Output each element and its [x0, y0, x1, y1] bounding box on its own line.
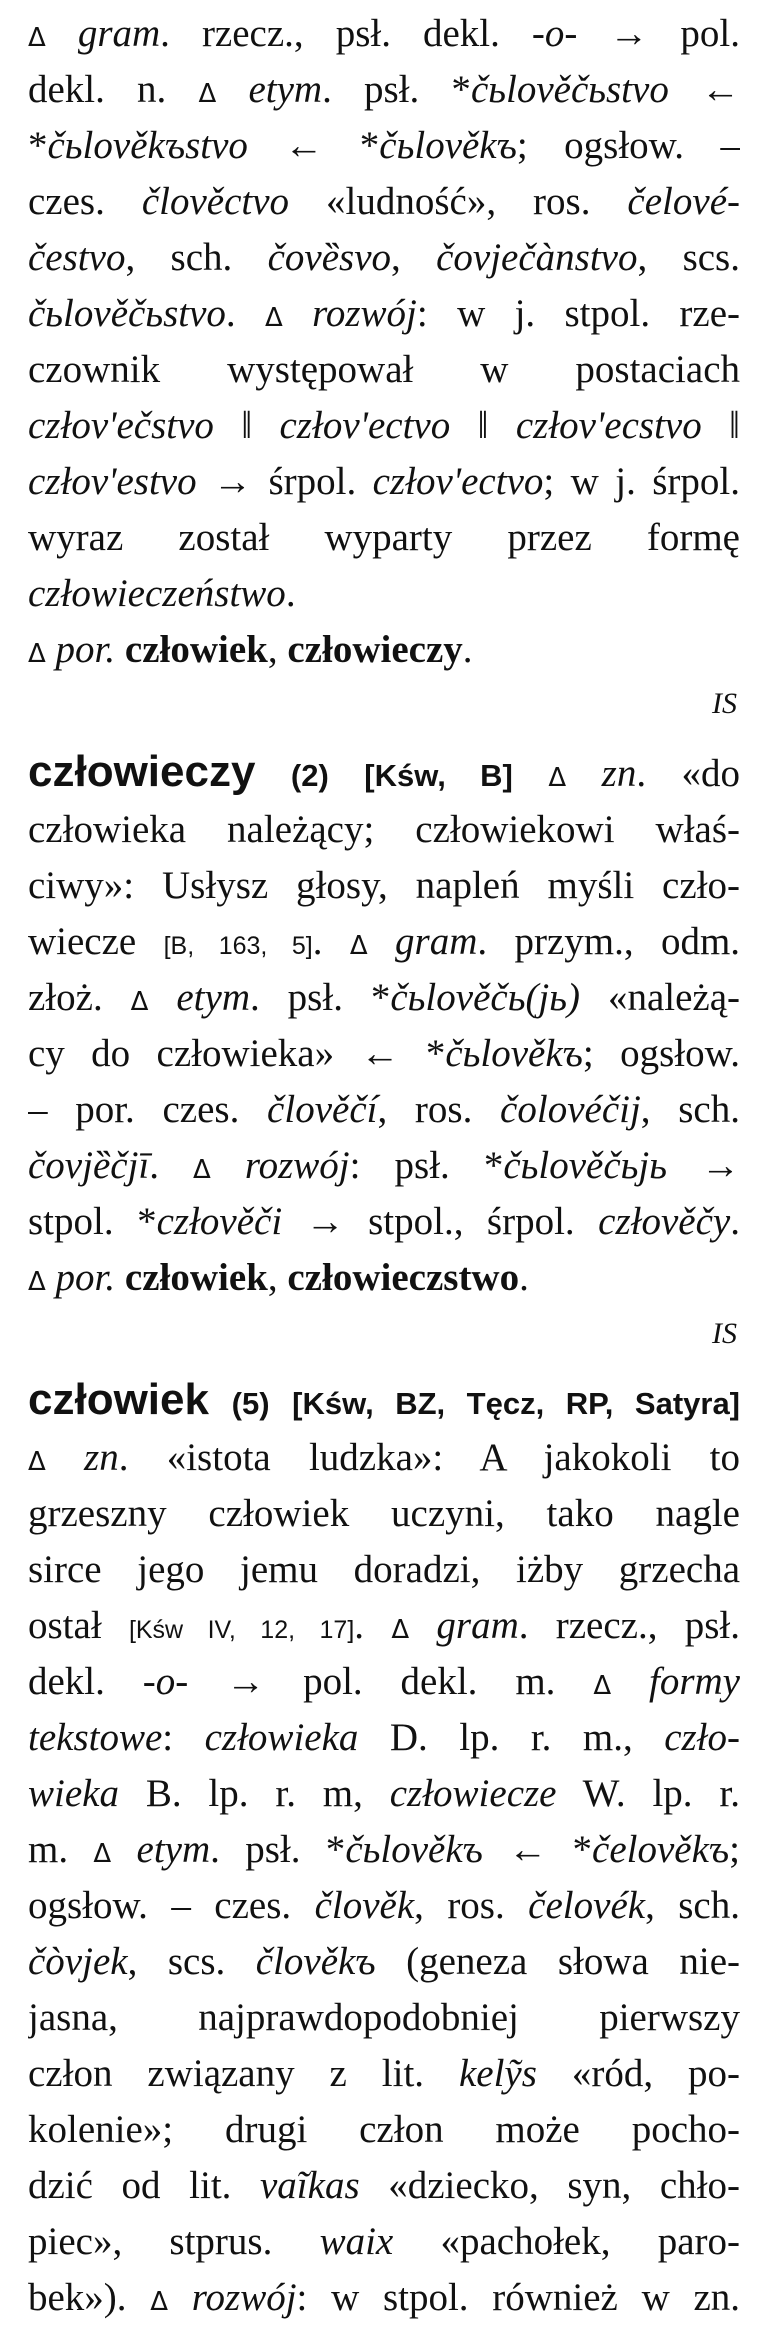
- entry-line: cy do człowieka» ← *čьlověkъ; ogsłow.: [28, 1032, 740, 1075]
- entry-line: człowieka należący; człowiekowi właś-: [28, 808, 740, 851]
- entry-line: čòvjek, scs. člověkъ (geneza słowa nie-: [28, 1940, 740, 1983]
- occurrence-count: (2): [290, 758, 329, 793]
- headword: człowiek: [28, 1375, 209, 1424]
- entry-line: wieka B. lp. r. m, człowiecze W. lp. r.: [28, 1772, 740, 1815]
- entry-line: Δ por. człowiek, człowieczstwo.: [28, 1256, 529, 1299]
- entry-line: čьlověčьstvo. Δ rozwój: w j. stpol. rze-: [28, 292, 740, 335]
- entry-line: czownik występował w postaciach: [28, 348, 740, 391]
- entry-line: ostał [Kśw IV, 12, 17]. Δ gram. rzecz., psł.: [28, 1604, 740, 1647]
- entry-line: dekl. n. Δ etym. psł. *čьlověčьstvo ←: [28, 68, 740, 111]
- entry-line: grzeszny człowiek uczyni, tako nagle: [28, 1492, 740, 1535]
- entry-line: jasna, najprawdopodobniej pierwszy: [28, 1996, 740, 2039]
- entry-line: dekl. -o- → pol. dekl. m. Δ formy: [28, 1660, 740, 1703]
- entry-line: Δ por. człowiek, człowieczy.: [28, 628, 473, 671]
- author-signature: IS: [712, 687, 737, 720]
- source-list: [Kśw, B]: [364, 758, 513, 793]
- entry-line: dzić od lit. vaĩkas «dziecko, syn, chło-: [28, 2164, 740, 2207]
- entry-header: [28, 1370, 740, 1430]
- entry-line: wyraz został wyparty przez formę: [28, 516, 740, 559]
- entry-line: čestvo, sch. čovȅsvo, čovječànstvo, scs.: [28, 236, 740, 279]
- entry-line: tekstowe: człowieka D. lp. r. m., czło-: [28, 1716, 740, 1759]
- entry-line: – por. czes. člověčí, ros. čolovéčij, sch.: [28, 1088, 740, 1131]
- entry-line: stpol. *człověči → stpol., śrpol. człověčy.: [28, 1200, 740, 1243]
- entry-line: wiecze [B, 163, 5]. Δ gram. przym., odm.: [28, 920, 740, 963]
- entry-line: Δ zn. «istota ludzka»: A jakokoli to: [28, 1436, 740, 1479]
- entry-header: człowieczy (2) [Kśw, B] Δ zn. «do: [28, 747, 740, 796]
- entry-line: człowieczeństwo.: [28, 572, 296, 615]
- entry-line: m. Δ etym. psł. *čьlověkъ ← *čelověkъ;: [28, 1828, 740, 1871]
- entry-line: kolenie»; drugi człon może pocho-: [28, 2108, 740, 2151]
- entry-line: čovjȅčjī. Δ rozwój: psł. *čьlověčьjь →: [28, 1144, 740, 1187]
- author-signature: IS: [712, 1317, 737, 1350]
- entry-line: bek»). Δ rozwój: w stpol. również w zn.: [28, 2276, 740, 2319]
- entry-line: człov'ečstvo ‖ człov'ectvo ‖ człov'ecstvo ‖: [28, 404, 740, 447]
- entry-line: człov'estvo → śrpol. człov'ectvo; w j. śrpol.: [28, 460, 740, 503]
- source-list: [Kśw, BZ, Tęcz, RP, Satyra]: [292, 1386, 740, 1421]
- entry-line: ciwy»: Usłysz głosy, napleń myśli czło-: [28, 864, 740, 907]
- entry-line: ogsłow. – czes. člověk, ros. čelovék, sch.: [28, 1884, 740, 1927]
- entry-line: *čьlověkъstvo ← *čьlověkъ; ogsłow. –: [28, 124, 740, 167]
- occurrence-count: (5): [231, 1386, 270, 1421]
- entry-line: sirce jego jemu doradzi, iżby grzecha: [28, 1548, 740, 1591]
- entry-line: człon związany z lit. kelỹs «ród, po-: [28, 2052, 740, 2095]
- headword: człowieczy: [28, 747, 256, 796]
- entry-line: Δ gram. rzecz., psł. dekl. -o- → pol.: [28, 12, 740, 55]
- entry-line: piec», stprus. waix «pachołek, paro-: [28, 2220, 740, 2263]
- entry-line: złoż. Δ etym. psł. *čьlověčь(jь) «należą-: [28, 976, 740, 1019]
- entry-line: czes. člověctvo «ludność», ros. čelové-: [28, 180, 740, 223]
